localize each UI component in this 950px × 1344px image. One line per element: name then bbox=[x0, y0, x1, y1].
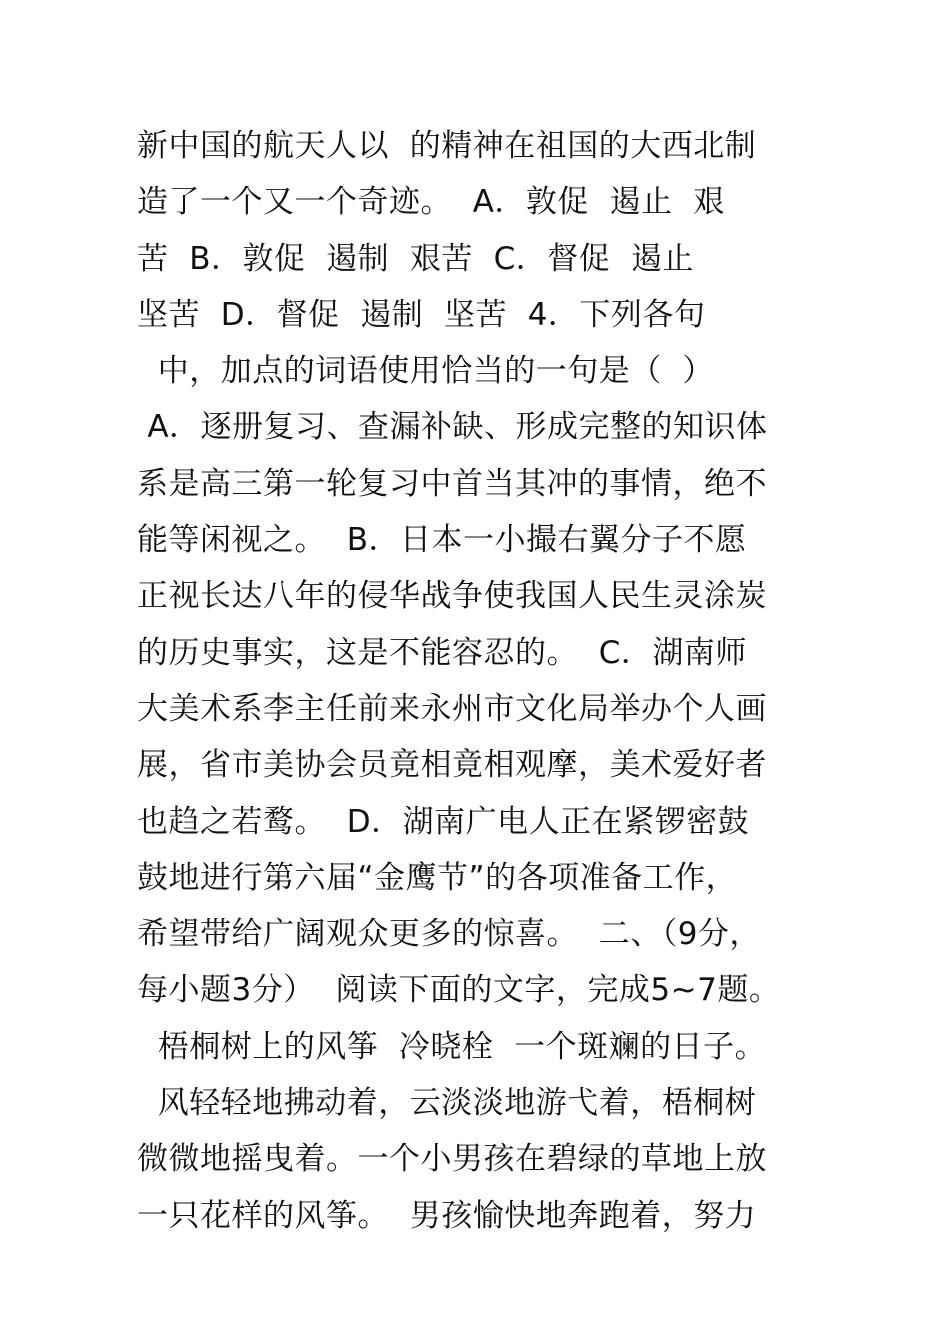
text-line: 坚苦 D．督促 遏制 坚苦 4．下列各句 bbox=[137, 296, 706, 333]
text-line: 也趋之若鹜。 D．湖南广电人正在紧锣密鼓 bbox=[137, 803, 750, 840]
text-line: A．逐册复习、查漏补缺、形成完整的知识体 bbox=[137, 409, 768, 446]
text-line: 希望带给广阔观众更多的惊喜。 二、（9分， bbox=[137, 916, 761, 953]
text-line: 风轻轻地拂动着，云淡淡地游弋着，梧桐树 bbox=[137, 1085, 757, 1122]
text-line: 的历史事实，这是不能容忍的。 C．湖南师 bbox=[137, 634, 747, 671]
text-line: 微微地摇曳着。一个小男孩在碧绿的草地上放 bbox=[137, 1141, 767, 1178]
text-line: 展，省市美协会员竟相竟相观摩，美术爱好者 bbox=[137, 747, 767, 784]
text-line: 正视长达八年的侵华战争使我国人民生灵涂炭 bbox=[137, 578, 767, 615]
text-line: 鼓地进行第六届“金鹰节”的各项准备工作， bbox=[137, 859, 738, 896]
document-body bbox=[137, 118, 837, 1244]
text-line: 一只花样的风筝。 男孩愉快地奔跑着，努力 bbox=[137, 1197, 757, 1234]
text-line: 中，加点的词语使用恰当的一句是（ ） bbox=[137, 353, 714, 390]
text-line: 大美术系李主任前来永州市文化局举办个人画 bbox=[137, 690, 767, 727]
text-line: 能等闲视之。 B．日本一小撮右翼分子不愿 bbox=[137, 522, 747, 559]
text-line: 系是高三第一轮复习中首当其冲的事情，绝不 bbox=[137, 465, 767, 502]
text-line: 每小题3分） 阅读下面的文字，完成5~7题。 bbox=[137, 972, 781, 1009]
text-line: 新中国的航天人以 的精神在祖国的大西北制 bbox=[137, 128, 757, 164]
text-line: 造了一个又一个奇迹。 A．敦促 遏止 艰 bbox=[137, 184, 725, 221]
text-line: 苦 B．敦促 遏制 艰苦 C．督促 遏止 bbox=[137, 240, 694, 277]
text-line: 梧桐树上的风筝 冷晓栓 一个斑斓的日子。 bbox=[137, 1028, 767, 1065]
